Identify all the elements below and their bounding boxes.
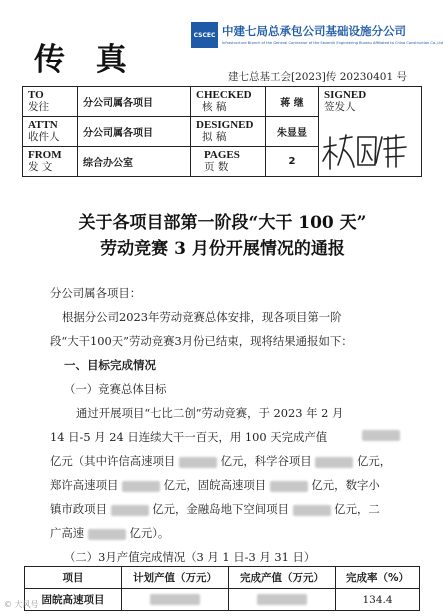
redaction-blur [362,430,400,441]
subsection-heading-1: （一）竞赛总体目标 [64,382,167,396]
text-fragment: 亿元（其中许信高速项目 [50,454,176,468]
redaction-blur [111,505,149,516]
text-fragment: 亿元，数字小 [311,478,380,492]
logo-mark: CSCEC [193,32,216,39]
from-label-cn: 发 文 [28,161,53,173]
handwritten-signature [318,125,413,175]
to-label-cell [23,87,78,117]
doc-title-line-1: 关于各项目部第一阶段“大干 100 天” [78,213,367,233]
attn-label-cn: 收件人 [28,131,60,143]
subsection-heading-2: （二）3月产值完成情况（3 月 1 日-3 月 31 日） [64,550,316,564]
table-row [25,589,420,611]
redaction-blur [122,481,160,492]
text-fragment: 郑许高速项目 [50,478,119,492]
checked-value: 蒋 继 [266,87,319,117]
text-fragment: 亿元，固皖高速项目 [163,478,267,492]
pages-label-en: PAGES [204,149,240,161]
org-name-cn: 中建七局总承包公司基础设施分公司 [222,24,406,38]
redaction-blur [88,529,126,540]
to-label-en: TO [28,89,44,101]
completion-rate-cell: 134.4 [336,589,420,611]
watermark: © 大风号 [4,600,39,609]
doc-title-line-2: 劳动竞赛 3 月份开展情况的通报 [100,239,345,259]
from-label-en: FROM [28,149,62,161]
attn-label-en: ATTN [28,119,58,131]
from-value: 综合办公室 [78,147,191,177]
attn-label-cell [23,117,78,147]
redaction-blur [293,505,331,516]
redaction-blur [270,481,308,492]
body-paragraph-2-line-3 [50,449,400,474]
attn-value: 分公司属各项目 [78,117,191,147]
signed-label-cn: 签发人 [324,101,356,113]
text-fragment: 亿元，科学谷项目 [220,454,312,468]
signed-label-en: SIGNED [324,89,367,101]
redaction-blur [315,457,353,468]
body-paragraph-2-line-2: 14 日-5 月 24 日连续大干一百天，用 100 天完成产值 [50,430,328,444]
text-fragment: 亿元，金融岛地下空间项目 [152,502,289,516]
to-value: 分公司属各项目 [78,87,191,117]
redaction-blur [257,594,307,605]
table-header-row [25,567,420,589]
redacted-value [362,422,400,447]
designed-label-en: DESIGNED [196,119,254,131]
checked-label-cell [191,87,266,117]
company-logo-icon [191,22,218,48]
header-cell: 完成率（%） [336,567,420,589]
text-fragment: 镇市政项目 [50,502,107,516]
body-paragraph-2-line-4 [50,473,400,498]
body-paragraph-1-line-1: 根据分公司2023年劳动竞赛总体安排，现各项目第一阶 [62,310,342,324]
from-label-cell [23,147,78,177]
text-fragment: 亿元）。 [129,526,170,540]
fax-title: 传 真 [34,42,137,78]
text-fragment: 亿元， [356,454,392,468]
checked-label-en: CHECKED [196,89,252,101]
designed-value: 朱显显 [266,117,319,147]
salutation: 分公司属各项目： [50,286,142,300]
header-cell: 项目 [25,567,122,589]
completed-value-cell [229,589,336,611]
redaction-blur [150,594,200,605]
pages-value: 2 [266,147,319,177]
results-table [24,566,420,611]
header-cell: 计划产值（万元） [122,567,229,589]
document-number: 建七总基工会[2023]传 20230401 号 [227,71,407,83]
planned-value-cell [122,589,229,611]
project-cell: 固皖高速项目 [25,589,122,611]
designed-label-cell [191,117,266,147]
org-name-en: Infrastructure Branch of the General Contractor of the Seventh Engineering Bureau Affiliated to China Construction Co.,Ltd [222,41,444,45]
pages-label-cell [191,147,266,177]
body-paragraph-2-line-1: 通过开展项目“七比二创”劳动竞赛，于 2023 年 2 月 [76,406,344,420]
table-row [23,87,422,117]
section-heading-1: 一、目标完成情况 [64,358,156,372]
text-fragment: 广高速 [50,526,85,540]
body-paragraph-2-line-6 [50,521,400,546]
text-fragment: 亿元，二 [334,502,380,516]
designed-label-cn: 拟 稿 [202,131,227,143]
body-paragraph-2-line-5 [50,497,400,522]
header-cell: 完成产值（万元） [229,567,336,589]
to-label-cn: 发往 [28,101,49,113]
checked-label-cn: 核 稿 [202,101,227,113]
redaction-blur [179,457,217,468]
pages-label-cn: 页 数 [204,161,229,173]
body-paragraph-1-line-2: 段“大干100天”劳动竞赛3月份已结束，现将结果通报如下： [50,334,353,348]
